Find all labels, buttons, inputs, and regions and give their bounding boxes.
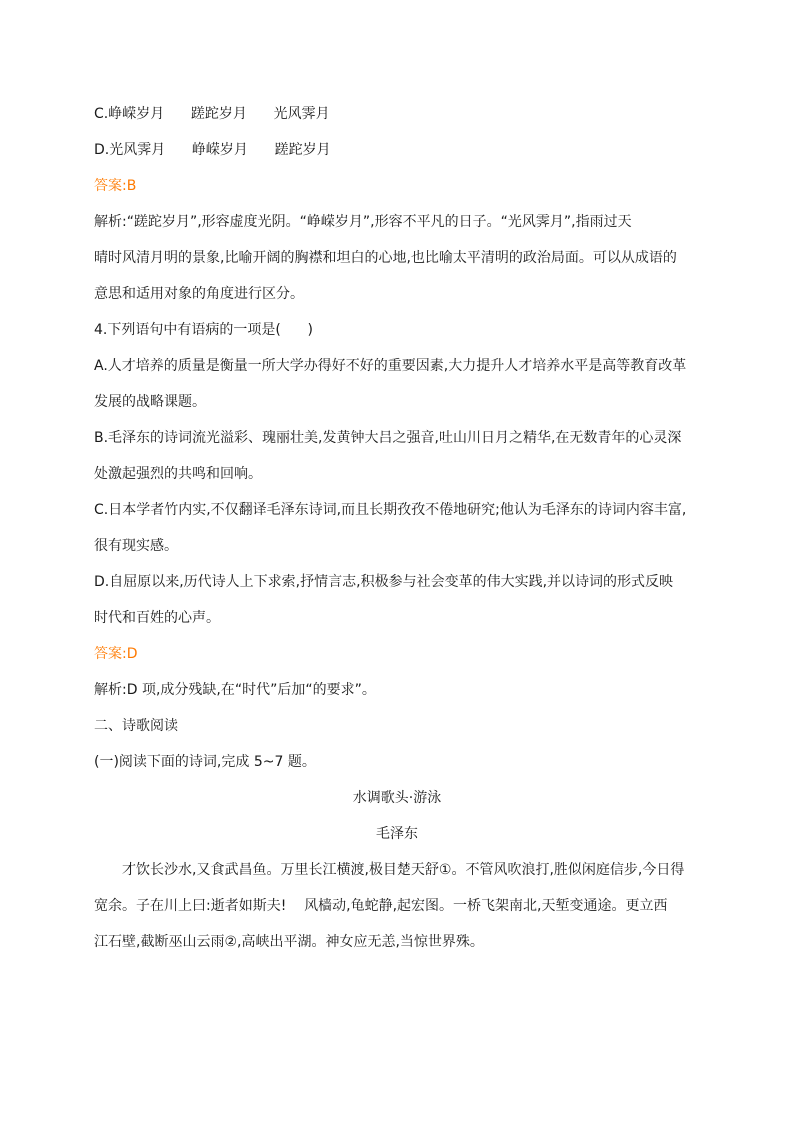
poem-author: 毛泽东 <box>376 826 418 842</box>
poem-line: 才饮长沙水,又食武昌鱼。万里长江横渡,极目楚天舒①。不管风吹浪打,胜似闲庭信步,今日得 <box>122 862 685 878</box>
option-b: B.毛泽东的诗词流光溢彩、瑰丽壮美,发黄钟大吕之强音,吐山川日月之精华,在无数青年的心灵深 <box>94 430 682 446</box>
poem-title: 水调歌头·游泳 <box>352 790 442 806</box>
explanation-line: 解析:“蹉跎岁月”,形容虚度光阴。“峥嵘岁月”,形容不平凡的日子。“光风霁月”,指雨过天 <box>94 214 632 230</box>
poem-line: 宽余。子在川上曰:逝者如斯夫! 风樯动,龟蛇静,起宏图。一桥飞架南北,天堑变通途。更立西 <box>94 898 668 914</box>
explanation-line: 意思和适用对象的角度进行区分。 <box>94 286 304 302</box>
option-a-cont: 发展的战略课题。 <box>94 394 206 410</box>
option-b-cont: 处激起强烈的共鸣和回响。 <box>94 466 262 482</box>
answer-label: 答案:B <box>94 178 137 194</box>
option-c: C.峥嵘岁月 蹉跎岁月 光风霁月 <box>94 106 330 122</box>
option-d: D.自屈原以来,历代诗人上下求索,抒情言志,积极参与社会变革的伟大实践,并以诗词的形式反映 <box>94 574 674 590</box>
question-4: 4.下列语句中有语病的一项是( ) <box>94 322 313 338</box>
subsection-instruction: (一)阅读下面的诗词,完成 5~7 题。 <box>94 754 316 770</box>
section-heading: 二、诗歌阅读 <box>94 718 178 734</box>
explanation-line: 解析:D 项,成分残缺,在“时代”后加“的要求”。 <box>94 682 376 698</box>
option-d-cont: 时代和百姓的心声。 <box>94 610 220 626</box>
poem-line: 江石壁,截断巫山云雨②,高峡出平湖。神女应无恙,当惊世界殊。 <box>94 934 484 950</box>
answer-label: 答案:D <box>94 646 138 662</box>
option-d: D.光风霁月 峥嵘岁月 蹉跎岁月 <box>94 142 331 158</box>
option-a: A.人才培养的质量是衡量一所大学办得好不好的重要因素,大力提升人才培养水平是高等教育改革 <box>94 358 687 374</box>
option-c-cont: 很有现实感。 <box>94 538 178 554</box>
explanation-line: 晴时风清月明的景象,比喻开阔的胸襟和坦白的心地,也比喻太平清明的政治局面。可以从成语的 <box>94 250 677 266</box>
option-c: C.日本学者竹内实,不仅翻译毛泽东诗词,而且长期孜孜不倦地研究;他认为毛泽东的诗词内容丰富, <box>94 502 687 518</box>
